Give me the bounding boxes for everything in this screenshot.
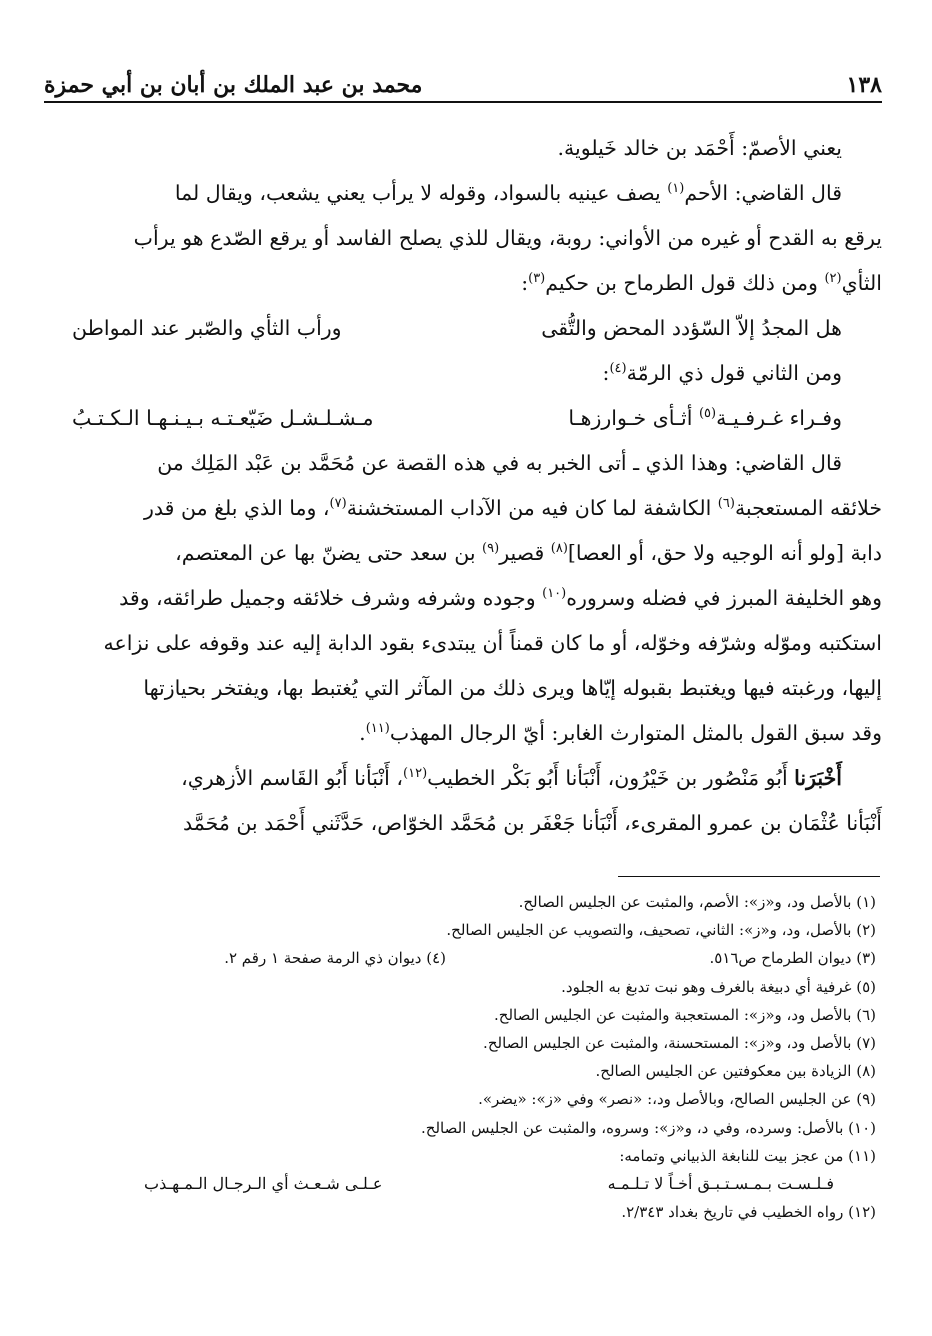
- header-rule: [44, 101, 882, 103]
- text-line: استكتبه وموّله وشرّفه وخوّله، أو ما كان قمناً أن يبتدىء بقود الدابة إليه عند وقوفه على نزاعه: [103, 631, 882, 655]
- text-line: خلائقه المستعجبة$^{(٦)}$ الكاشفة لما كان فيه من الآداب المستخشنة$^{(٧)}$، وما الذي بلغ من قدر: [144, 496, 882, 520]
- verse-hemistich-left: ورأب الثأي والصّبر عند المواطن: [72, 316, 342, 340]
- text-line: إليها، ورغبته فيها ويغتبط بقبوله إيّاها ويرى ذلك من المآثر التي يُغتبط بها، ويفتخر بحيازتها: [143, 676, 882, 700]
- footnote-2: (٢) بالأصل، ود، و«ز»: الثاني، تصحيف، والتصويب عن الجليس الصالح.: [446, 921, 876, 940]
- footnote-1: (١) بالأصل ود، و«ز»: الأصم، والمثبت عن الجليس الصالح.: [518, 893, 876, 911]
- footnote-11: (١١) من عجز بيت للنابغة الذبياني وتمامه:: [619, 1146, 876, 1165]
- main-text: [46, 126, 882, 846]
- footnote-ref[interactable]: (١١): [365, 721, 390, 737]
- verse-dhi-rumma: [46, 396, 882, 441]
- text-line: وهو الخليفة المبرز في فضله وسروره$^{(١٠)}$ وجوده وشرفه وشرف خلائقه وجميل طرائقه، وقد: [119, 586, 882, 610]
- running-title: محمد بن عبد الملك بن أبان بن أبي حمزة: [44, 72, 423, 98]
- footnote-3: (٣) ديوان الطرماح ص٥١٦.: [709, 949, 876, 968]
- footnote-ref[interactable]: (٩): [482, 541, 500, 557]
- text-line: ومن الثاني قول ذي الرمّة$^{(٤)}$:: [602, 361, 842, 385]
- text-line: أَنْبَأنا عُثْمَان بن عمرو المقرىء، أَنْبَأنا جَعْفَر بن مُحَمَّد الخوّاص، حَدَّثَني أَحْمَد بن مُحَمَّد: [182, 811, 882, 835]
- verse-tirimmah: [46, 306, 882, 351]
- verse-hemistich-left: عـلـى شـعـث أي الـرجـال الـمـهـذب: [144, 1174, 383, 1194]
- akhbarana-keyword: أَخْبَرَنا: [794, 766, 842, 790]
- text-line: دابة [ولو أنه الوجيه ولا حق، أو العصا]$^{(٨)}$ قصير$^{(٩)}$ بن سعد حتى يضنّ بها عن المعتصم،: [175, 541, 882, 565]
- text-line: يرقع به القدح أو غيره من الأواني: روبة، ويقال للذي يصلح الفاسد أو يرقع الصّدع هو يرأب: [133, 226, 882, 250]
- footnote-ref[interactable]: (٣): [528, 271, 546, 287]
- footnote-6: (٦) بالأصل ود، و«ز»: المستعجبة والمثبت عن الجليس الصالح.: [494, 1005, 876, 1024]
- verse-hemistich-right: فـلـسـت بـمـسـتـبـق أخـاً لا تـلـمـه: [607, 1174, 834, 1194]
- footnote-7: (٧) بالأصل ود، و«ز»: المستحسنة، والمثبت عن الجليس الصالح.: [483, 1034, 876, 1053]
- footnote-3-4: [46, 944, 876, 972]
- text-line: الثأي$^{(٢)}$ ومن ذلك قول الطرماح بن حكيم$^{(٣)}$:: [521, 271, 882, 295]
- footnote-ref[interactable]: (١٠): [542, 586, 567, 602]
- footnote-10: (١٠) بالأصل: وسرده، وفي د، و«ز»: وسروه، والمثبت عن الجليس الصالح.: [421, 1118, 876, 1137]
- paragraph-qadi-2: قال القاضي: وهذا الذي ـ أتى الخبر به في هذه القصة عن مُحَمَّد بن عَبْد المَلِك من: [157, 451, 842, 475]
- footnote-12: (١٢) رواه الخطيب في تاريخ بغداد ٢/٣٤٣.: [621, 1203, 876, 1222]
- footnote-ref[interactable]: (٨): [550, 541, 568, 557]
- footnotes: [46, 888, 876, 1226]
- footnote-ref[interactable]: (٤): [609, 361, 627, 377]
- page-number: ١٣٨: [846, 72, 882, 98]
- footnote-11-verse: [46, 1170, 876, 1198]
- verse-hemistich-right: هل المجدُ إلاّ السّؤدد المحض والتُّقى: [541, 316, 842, 340]
- verse-hemistich-right: وفـراء غـرفـيـة$^{(٥)}$ أثـأى خـوارزهـا: [568, 406, 842, 430]
- text-line: يعني الأصمّ: أَحْمَد بن خالد خَيلوية.: [557, 136, 842, 160]
- footnote-8: (٨) الزيادة بين معكوفتين عن الجليس الصالح.: [595, 1062, 876, 1081]
- paragraph-isnad: أَخْبَرَنا أَبُو مَنْصُور بن خَيْرُون، أَنْبَأنا أَبُو بَكْر الخطيب$^{(١٢)}$، أَنْبَأنا أَبُو القَاسم الأزهري،: [181, 766, 842, 790]
- footnote-5: (٥) غرفية أي دبيغة بالغرف وهو نبت تدبغ به الجلود.: [561, 977, 876, 996]
- footnote-ref[interactable]: (٦): [717, 496, 735, 512]
- footnote-ref[interactable]: (٥): [698, 406, 717, 422]
- footnote-separator: [618, 876, 880, 877]
- footnote-9: (٩) عن الجليس الصالح، وبالأصل ود،: «نصر» وفي «ز»: «يضر».: [478, 1090, 876, 1109]
- footnote-ref[interactable]: (١): [667, 181, 685, 197]
- page-header: [44, 58, 882, 98]
- footnote-ref[interactable]: (٧): [329, 496, 347, 512]
- footnote-ref[interactable]: (٢): [824, 271, 842, 287]
- footnote-ref[interactable]: (١٢): [403, 766, 428, 782]
- paragraph-qadi-1: قال القاضي: الأحم$^{(١)}$ يصف عينيه بالسواد، وقوله لا يرأب يعني يشعب، ويقال لما: [174, 181, 842, 205]
- footnote-4: (٤) ديوان ذي الرمة صفحة ١ رقم ٢.: [224, 949, 446, 968]
- verse-hemistich-left: مـشـلـشـل ضَيّعـتـه بـيـنـهـا الـكـتـبُ: [72, 406, 374, 430]
- text-line: وقد سبق القول بالمثل المتوارث الغابر: أيّ الرجال المهذب$^{(١١)}$.: [359, 721, 882, 745]
